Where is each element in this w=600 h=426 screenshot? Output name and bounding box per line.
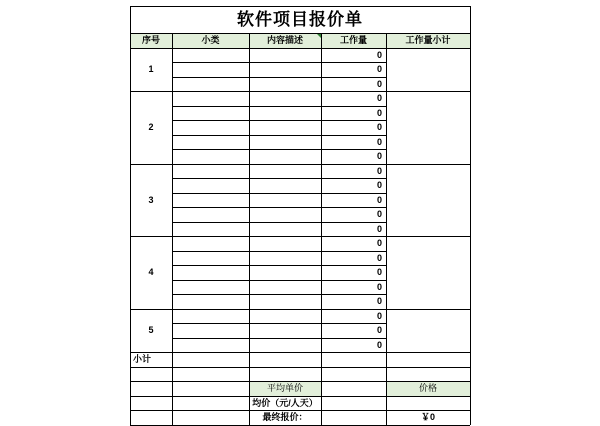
subcategory-cell[interactable] bbox=[172, 208, 249, 223]
workload-cell[interactable]: 0 bbox=[376, 325, 382, 336]
workload-cell[interactable]: 0 bbox=[376, 310, 382, 321]
description-cell[interactable] bbox=[249, 48, 321, 63]
subcategory-cell[interactable] bbox=[172, 48, 249, 63]
workload-cell[interactable]: 0 bbox=[376, 122, 382, 133]
subcategory-cell[interactable] bbox=[172, 324, 249, 339]
grid-line bbox=[172, 251, 386, 252]
grid-line bbox=[130, 6, 131, 425]
blank-cell[interactable] bbox=[130, 396, 172, 411]
subcategory-cell[interactable] bbox=[172, 106, 249, 121]
blank-cell[interactable] bbox=[172, 367, 249, 382]
description-cell[interactable] bbox=[249, 150, 321, 165]
grid-line bbox=[172, 323, 386, 324]
subtotal-cell[interactable] bbox=[321, 353, 386, 368]
subtotal-label: 小计 bbox=[133, 354, 152, 365]
grid-line bbox=[172, 106, 386, 107]
header-subcategory: 小类 bbox=[172, 33, 249, 48]
grid-line bbox=[172, 280, 386, 281]
description-cell[interactable] bbox=[249, 266, 321, 281]
grid-line bbox=[130, 367, 470, 368]
description-cell[interactable] bbox=[249, 63, 321, 78]
subcategory-cell[interactable] bbox=[172, 295, 249, 310]
avg-price-label: 均价（元/人天） bbox=[252, 397, 318, 408]
subcategory-cell[interactable] bbox=[172, 237, 249, 252]
subcategory-cell[interactable] bbox=[172, 309, 249, 324]
description-cell[interactable] bbox=[249, 324, 321, 339]
avg-unit-price-label: 平均单价 bbox=[249, 382, 321, 397]
blank-cell[interactable] bbox=[130, 382, 172, 397]
group-seq-2: 2 bbox=[148, 122, 154, 133]
description-cell[interactable] bbox=[249, 121, 321, 136]
subcategory-cell[interactable] bbox=[172, 193, 249, 208]
description-cell[interactable] bbox=[249, 179, 321, 194]
description-cell[interactable] bbox=[249, 208, 321, 223]
grid-line bbox=[130, 91, 470, 92]
grid-line bbox=[130, 352, 470, 353]
grid-line bbox=[470, 6, 471, 425]
subcategory-cell[interactable] bbox=[172, 77, 249, 92]
grid-line bbox=[172, 265, 386, 266]
workload-cell[interactable]: 0 bbox=[376, 49, 382, 60]
blank-cell[interactable] bbox=[172, 396, 249, 411]
description-cell[interactable] bbox=[249, 295, 321, 310]
grid-line bbox=[172, 77, 386, 78]
subcategory-cell[interactable] bbox=[172, 164, 249, 179]
description-cell[interactable] bbox=[249, 280, 321, 295]
workload-cell[interactable]: 0 bbox=[376, 339, 382, 350]
workload-subtotal-cell[interactable] bbox=[386, 237, 470, 310]
group-seq-5: 5 bbox=[148, 325, 154, 336]
description-cell[interactable] bbox=[249, 237, 321, 252]
workload-cell[interactable]: 0 bbox=[376, 165, 382, 176]
grid-line bbox=[172, 338, 386, 339]
workload-subtotal-cell[interactable] bbox=[386, 309, 470, 353]
blank-cell[interactable] bbox=[172, 411, 249, 426]
description-cell[interactable] bbox=[249, 251, 321, 266]
description-cell[interactable] bbox=[249, 92, 321, 107]
blank-cell[interactable] bbox=[172, 382, 249, 397]
workload-cell[interactable]: 0 bbox=[376, 296, 382, 307]
subtotal-cell[interactable] bbox=[172, 353, 249, 368]
avg-unit-price-value[interactable] bbox=[321, 382, 386, 397]
final-quote-value: ￥0 bbox=[420, 412, 435, 423]
workload-cell[interactable]: 0 bbox=[376, 238, 382, 249]
subcategory-cell[interactable] bbox=[172, 135, 249, 150]
grid-line bbox=[130, 6, 470, 7]
workload-cell[interactable]: 0 bbox=[376, 281, 382, 292]
grid-line bbox=[130, 396, 470, 397]
workload-cell[interactable]: 0 bbox=[376, 78, 382, 89]
description-cell[interactable] bbox=[249, 309, 321, 324]
subcategory-cell[interactable] bbox=[172, 222, 249, 237]
subtotal-cell[interactable] bbox=[386, 353, 470, 368]
subcategory-cell[interactable] bbox=[172, 338, 249, 353]
workload-cell[interactable]: 0 bbox=[376, 194, 382, 205]
description-cell[interactable] bbox=[249, 77, 321, 92]
blank-cell[interactable] bbox=[130, 411, 172, 426]
subcategory-cell[interactable] bbox=[172, 280, 249, 295]
header-seq: 序号 bbox=[130, 33, 172, 48]
price-label: 价格 bbox=[386, 382, 470, 397]
subcategory-cell[interactable] bbox=[172, 251, 249, 266]
final-quote-label: 最终报价： bbox=[262, 412, 308, 423]
grid-line bbox=[130, 236, 470, 237]
workload-cell[interactable]: 0 bbox=[376, 93, 382, 104]
description-cell[interactable] bbox=[249, 164, 321, 179]
blank-cell[interactable] bbox=[321, 411, 386, 426]
header-workload-subtotal: 工作量小计 bbox=[386, 33, 470, 48]
description-cell[interactable] bbox=[249, 106, 321, 121]
grid-line bbox=[172, 135, 386, 136]
grid-line bbox=[130, 381, 470, 382]
subcategory-cell[interactable] bbox=[172, 92, 249, 107]
subcategory-cell[interactable] bbox=[172, 150, 249, 165]
grid-line bbox=[172, 207, 386, 208]
grid-line bbox=[172, 222, 386, 223]
subcategory-cell[interactable] bbox=[172, 63, 249, 78]
blank-cell[interactable] bbox=[321, 367, 386, 382]
workload-cell[interactable]: 0 bbox=[376, 209, 382, 220]
workload-cell[interactable]: 0 bbox=[376, 136, 382, 147]
group-seq-4: 4 bbox=[148, 267, 154, 278]
grid-line bbox=[172, 149, 386, 150]
grid-line bbox=[130, 309, 470, 310]
grid-line bbox=[130, 164, 470, 165]
group-seq-1: 1 bbox=[148, 64, 154, 75]
workload-cell[interactable]: 0 bbox=[376, 252, 382, 263]
grid-line bbox=[172, 294, 386, 295]
avg-price-value[interactable] bbox=[321, 396, 386, 411]
grid-line bbox=[130, 410, 470, 411]
sheet-title: 软件项目报价单 bbox=[237, 10, 363, 29]
description-cell[interactable] bbox=[249, 222, 321, 237]
header-workload: 工作量 bbox=[321, 33, 386, 48]
grid-line bbox=[130, 48, 470, 49]
workload-subtotal-cell[interactable] bbox=[386, 164, 470, 237]
group-seq-3: 3 bbox=[148, 194, 154, 205]
price-value[interactable] bbox=[386, 396, 470, 411]
blank-cell[interactable] bbox=[249, 367, 321, 382]
workload-cell[interactable]: 0 bbox=[376, 223, 382, 234]
description-cell[interactable] bbox=[249, 135, 321, 150]
grid-line bbox=[172, 178, 386, 179]
subcategory-cell[interactable] bbox=[172, 179, 249, 194]
grid-line bbox=[172, 193, 386, 194]
header-description: 内容描述 bbox=[249, 33, 321, 48]
workload-subtotal-cell[interactable] bbox=[386, 92, 470, 165]
description-cell[interactable] bbox=[249, 338, 321, 353]
workload-cell[interactable]: 0 bbox=[376, 107, 382, 118]
grid-line bbox=[130, 425, 470, 426]
subcategory-cell[interactable] bbox=[172, 266, 249, 281]
workload-cell[interactable]: 0 bbox=[376, 151, 382, 162]
blank-cell[interactable] bbox=[130, 367, 172, 382]
subcategory-cell[interactable] bbox=[172, 121, 249, 136]
description-cell[interactable] bbox=[249, 193, 321, 208]
workload-cell[interactable]: 0 bbox=[376, 180, 382, 191]
grid-line bbox=[172, 120, 386, 121]
blank-cell[interactable] bbox=[386, 367, 470, 382]
workload-cell[interactable]: 0 bbox=[376, 64, 382, 75]
grid-line bbox=[172, 62, 386, 63]
workload-subtotal-cell[interactable] bbox=[386, 48, 470, 92]
workload-cell[interactable]: 0 bbox=[376, 267, 382, 278]
grid-line bbox=[130, 33, 470, 34]
subtotal-cell[interactable] bbox=[249, 353, 321, 368]
